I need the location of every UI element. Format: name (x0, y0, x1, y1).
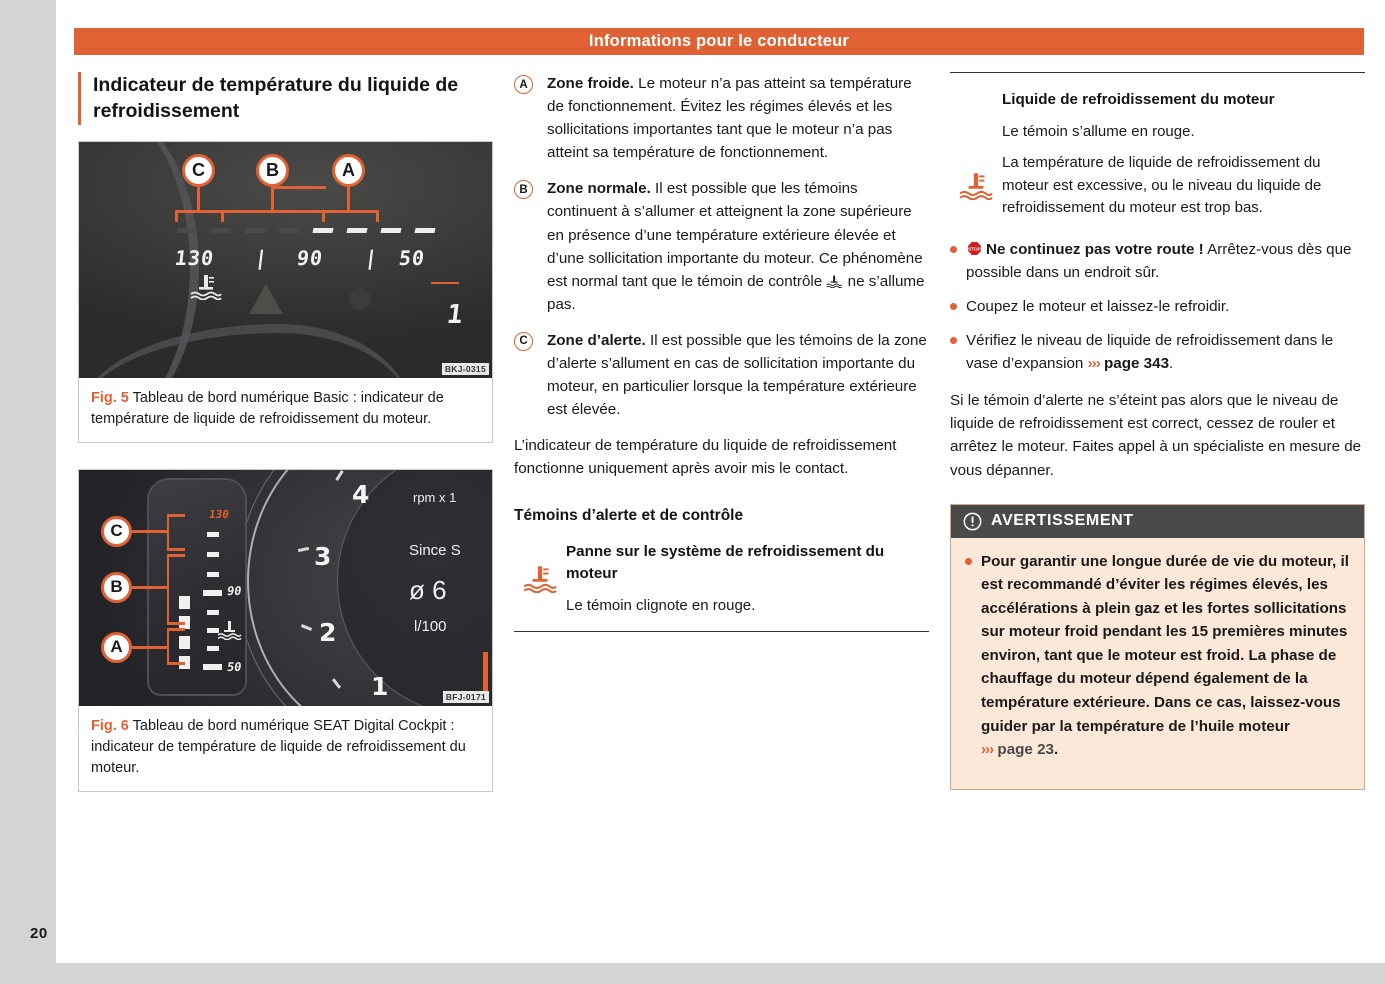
callout-label-a: A (332, 154, 365, 187)
mfd-consumption-unit: l/100 (414, 617, 447, 635)
coolant-temperature-icon (189, 274, 223, 300)
callout-bracket (167, 662, 185, 665)
figure-5-caption (79, 378, 492, 442)
callout-label-a: A (101, 632, 132, 663)
exclamation-circle-icon (963, 512, 982, 531)
zone-item-b (514, 177, 929, 316)
callout-bracket (167, 554, 169, 624)
gauge-lit-block (179, 596, 190, 609)
figure-6-caption-text: Tableau de bord numérique SEAT Digital Cockpit : indicateur de température de liquide de refroidissement du moteur. (91, 717, 466, 776)
gauge-label-130: 130 (208, 507, 230, 521)
cross-reference[interactable] (981, 741, 1054, 758)
zone-item-a (514, 72, 929, 164)
bullet-item (950, 329, 1365, 375)
callout-bracket (175, 210, 178, 222)
gauge-segment-lit (380, 228, 401, 233)
svg-text:STOP: STOP (968, 246, 981, 252)
rpm-number-4: 4 (352, 479, 370, 509)
gauge-tick-major (203, 664, 222, 670)
bullet-item (965, 550, 1350, 762)
telltale-icon-wrap (950, 89, 1002, 220)
figure-6-label: Fig. 6 (91, 717, 129, 734)
callout-bracket (167, 622, 185, 625)
gauge-label-90: 90 (226, 583, 243, 598)
callout-bracket (167, 548, 185, 551)
figure-6-block (78, 469, 493, 792)
bullet-dot (950, 246, 957, 253)
gauge-segment-dim (176, 228, 197, 233)
callout-stem (197, 186, 200, 212)
callout-stem (271, 186, 326, 189)
zone-body-c: Il est possible que les témoins de la zone d’alerte s’allument en cas de sollicitation importante du moteur, en particulier lorsque la température extérieure est élevée. (547, 331, 927, 419)
running-header-title: Informations pour le conducteur (588, 32, 850, 50)
telltale-body (1002, 89, 1365, 220)
gauge-label-90: 90 (295, 245, 325, 270)
callout-stem (131, 646, 169, 649)
telltale-icon-wrap (514, 541, 566, 618)
gauge-tick (207, 532, 219, 537)
telltale-cooling-failure (514, 541, 929, 618)
rpm-number-3: 3 (314, 541, 332, 571)
gauge-segment-dim (210, 228, 231, 233)
coolant-temperature-icon (522, 565, 558, 593)
column-left (78, 72, 493, 872)
dashboard-basic-illustration: 130 | 90 | 50 1 C B A (79, 142, 492, 378)
gauge-segment-lit (312, 228, 333, 233)
rpm-number-2: 2 (319, 617, 337, 647)
figure-5-block (78, 141, 493, 443)
cross-reference-label: page 343 (1104, 355, 1170, 373)
callout-bracket (167, 514, 185, 517)
bullet-text (966, 329, 1365, 375)
zone-lead-b: Zone normale. (547, 180, 651, 198)
gauge-label-130: 130 (173, 245, 216, 270)
chevron-right-icon: ››› (1087, 355, 1100, 373)
warning-box-body (951, 538, 1364, 789)
callout-bracket (167, 554, 185, 557)
figure-5-label: Fig. 5 (91, 389, 129, 406)
zone-lead-c: Zone d’alerte. (547, 331, 646, 349)
figure-6-image (79, 470, 492, 706)
gauge-segment-dim (278, 228, 299, 233)
page-title: Indicateur de température du liquide de refroidissement (78, 72, 493, 125)
bullet-body-after: . (1169, 355, 1174, 373)
page-number: 20 (30, 925, 48, 942)
telltale-line-2: La température de liquide de refroidissement du moteur est excessive, ou le niveau du liquide de refroidissement du moteur est trop bas. (1002, 154, 1322, 217)
telltale-description: Le témoin clignote en rouge. (566, 597, 756, 615)
callout-bracket (167, 628, 185, 631)
action-bullet-list (950, 238, 1365, 375)
warning-box-heading: AVERTISSEMENT (991, 512, 1134, 530)
zone-badge-a: A (514, 75, 533, 94)
cross-reference[interactable] (1088, 355, 1169, 372)
bullet-text: Coupez le moteur et laissez-le refroidir. (966, 297, 1230, 315)
bullet-lead: Ne continuez pas votre route ! (986, 240, 1204, 258)
zone-body-b: Il est possible que les témoins continuent à s’allumer et atteignent la zone supérieure en présence d’une température extérieure élevée et d’une sollicitation importante du moteur. Ce phénomène est normal tant que le témoin de contrôle (547, 180, 923, 290)
zone-body-b-after: ne s’allume pas. (547, 272, 925, 313)
dashboard-digital-cockpit-illustration (79, 470, 492, 706)
cross-reference-label: page 23 (997, 741, 1054, 759)
gauge-label-50: 50 (397, 245, 427, 270)
zone-badge-b: B (514, 180, 533, 199)
gauge-tick (207, 572, 219, 577)
telltale-coolant (950, 89, 1365, 220)
warning-text (981, 550, 1350, 762)
callout-stem (131, 586, 169, 589)
gauge-lit-block (179, 636, 190, 649)
zone-text-a (547, 72, 929, 164)
telltale-title: Liquide de refroidissement du moteur (1002, 91, 1275, 108)
three-column-layout (78, 72, 1368, 872)
warning-box-header (951, 505, 1364, 538)
gauge-tick (207, 610, 219, 615)
callout-bracket (376, 210, 379, 222)
bullet-item (950, 295, 1365, 318)
telltale-line-1: Le témoin s’allume en rouge. (1002, 122, 1195, 140)
figure-6-image-id: BFJ-0171 (443, 691, 489, 703)
divider (514, 631, 929, 632)
telltale-title: Panne sur le système de refroidissement du moteur (566, 542, 885, 583)
bullet-dot (950, 337, 957, 344)
chevron-right-icon: ››› (981, 741, 994, 759)
gauge-tick (207, 646, 219, 651)
gauge-segment-lit (346, 228, 367, 233)
coolant-temperature-icon (217, 620, 243, 640)
bullet-body: Vérifiez le niveau de liquide de refroidissement dans le vase d’expansion (966, 332, 1334, 373)
figure-5-caption-text: Tableau de bord numérique Basic : indicateur de température de liquide de refroidissement du moteur. (91, 389, 444, 427)
gauge-tick (207, 552, 219, 557)
zone-text-b (547, 177, 929, 316)
gauge-segment-dim (244, 228, 265, 233)
mfd-consumption-value: ø 6 (409, 574, 447, 605)
middle-paragraph: L’indicateur de température du liquide de refroidissement fonctionne uniquement après avoir mis le contact. (514, 437, 897, 478)
cluster-indicator-dim (349, 288, 371, 310)
page-sheet (56, 0, 1385, 963)
callout-label-b: B (256, 154, 289, 187)
gauge-needle (431, 282, 459, 284)
figure-6-caption (79, 706, 492, 791)
figure-5-image (79, 142, 492, 378)
callout-label-c: C (182, 154, 215, 187)
warning-box (950, 504, 1365, 790)
figure-5-image-id: BKJ-0315 (442, 363, 489, 375)
column-middle (514, 72, 929, 872)
zone-item-c (514, 329, 929, 421)
callout-bracket (322, 210, 325, 222)
callout-label-c: C (101, 516, 132, 547)
callout-label-b: B (101, 572, 132, 603)
bullet-dot (965, 558, 972, 565)
bullet-body: Arrêtez-vous dès que possible dans un endroit sûr. (966, 240, 1352, 281)
bullet-text (966, 238, 1365, 284)
zone-badge-c: C (514, 332, 533, 351)
warning-body-after: . (1053, 741, 1059, 759)
divider-top (950, 72, 1365, 73)
coolant-temperature-icon (958, 172, 994, 200)
bullet-item (950, 238, 1365, 284)
callout-stem (347, 186, 350, 212)
mfd-since-label: Since S (409, 541, 461, 559)
gauge-label-50: 50 (226, 659, 243, 674)
mfd-accent-bar (483, 652, 488, 696)
subsection-heading-telltales: Témoins d’alerte et de contrôle (514, 506, 744, 524)
zone-lead-a: Zone froide. (547, 75, 634, 92)
column-right (950, 72, 1365, 872)
mfd-rpm-label: rpm x 1 (413, 489, 457, 505)
stop-sign-icon (967, 241, 982, 256)
gauge-segment-lit (414, 228, 435, 233)
zone-text-c (547, 329, 929, 421)
telltale-body (566, 541, 929, 618)
right-paragraph: Si le témoin d’alerte ne s’éteint pas alors que le niveau de liquide de refroidissement est correct, cessez de rouler et arrêtez le moteur. Faites appel à un spécialiste en mesure de vous dépanner. (950, 392, 1362, 479)
bullet-dot (950, 303, 957, 310)
callout-bracket (221, 210, 224, 222)
zone-body-a: Le moteur n’a pas atteint sa température de fonctionnement. Évitez les régimes élevés et les sollicitations importantes tant que le moteur n’a pas atteint sa température de fonctionnement. (547, 75, 912, 162)
callout-stem (131, 530, 169, 533)
warning-body: Pour garantir une longue durée de vie du moteur, il est recommandé d’éviter les régimes élevés, les accélérations à plein gaz et les fortes sollicitations sur moteur froid pendant les 15 premières minutes environ, tant que le moteur est froid. La phase de chauffage du moteur dépend également de la température extérieure. Dans ce cas, laissez-vous guider par la température de l’huile moteur (981, 552, 1349, 735)
gauge-tick-major (203, 590, 222, 596)
coolant-temperature-icon (826, 275, 843, 288)
callout-stem (271, 186, 274, 212)
running-header (74, 28, 1364, 55)
warning-triangle-icon (249, 284, 283, 314)
rpm-number-1: 1 (371, 671, 389, 701)
